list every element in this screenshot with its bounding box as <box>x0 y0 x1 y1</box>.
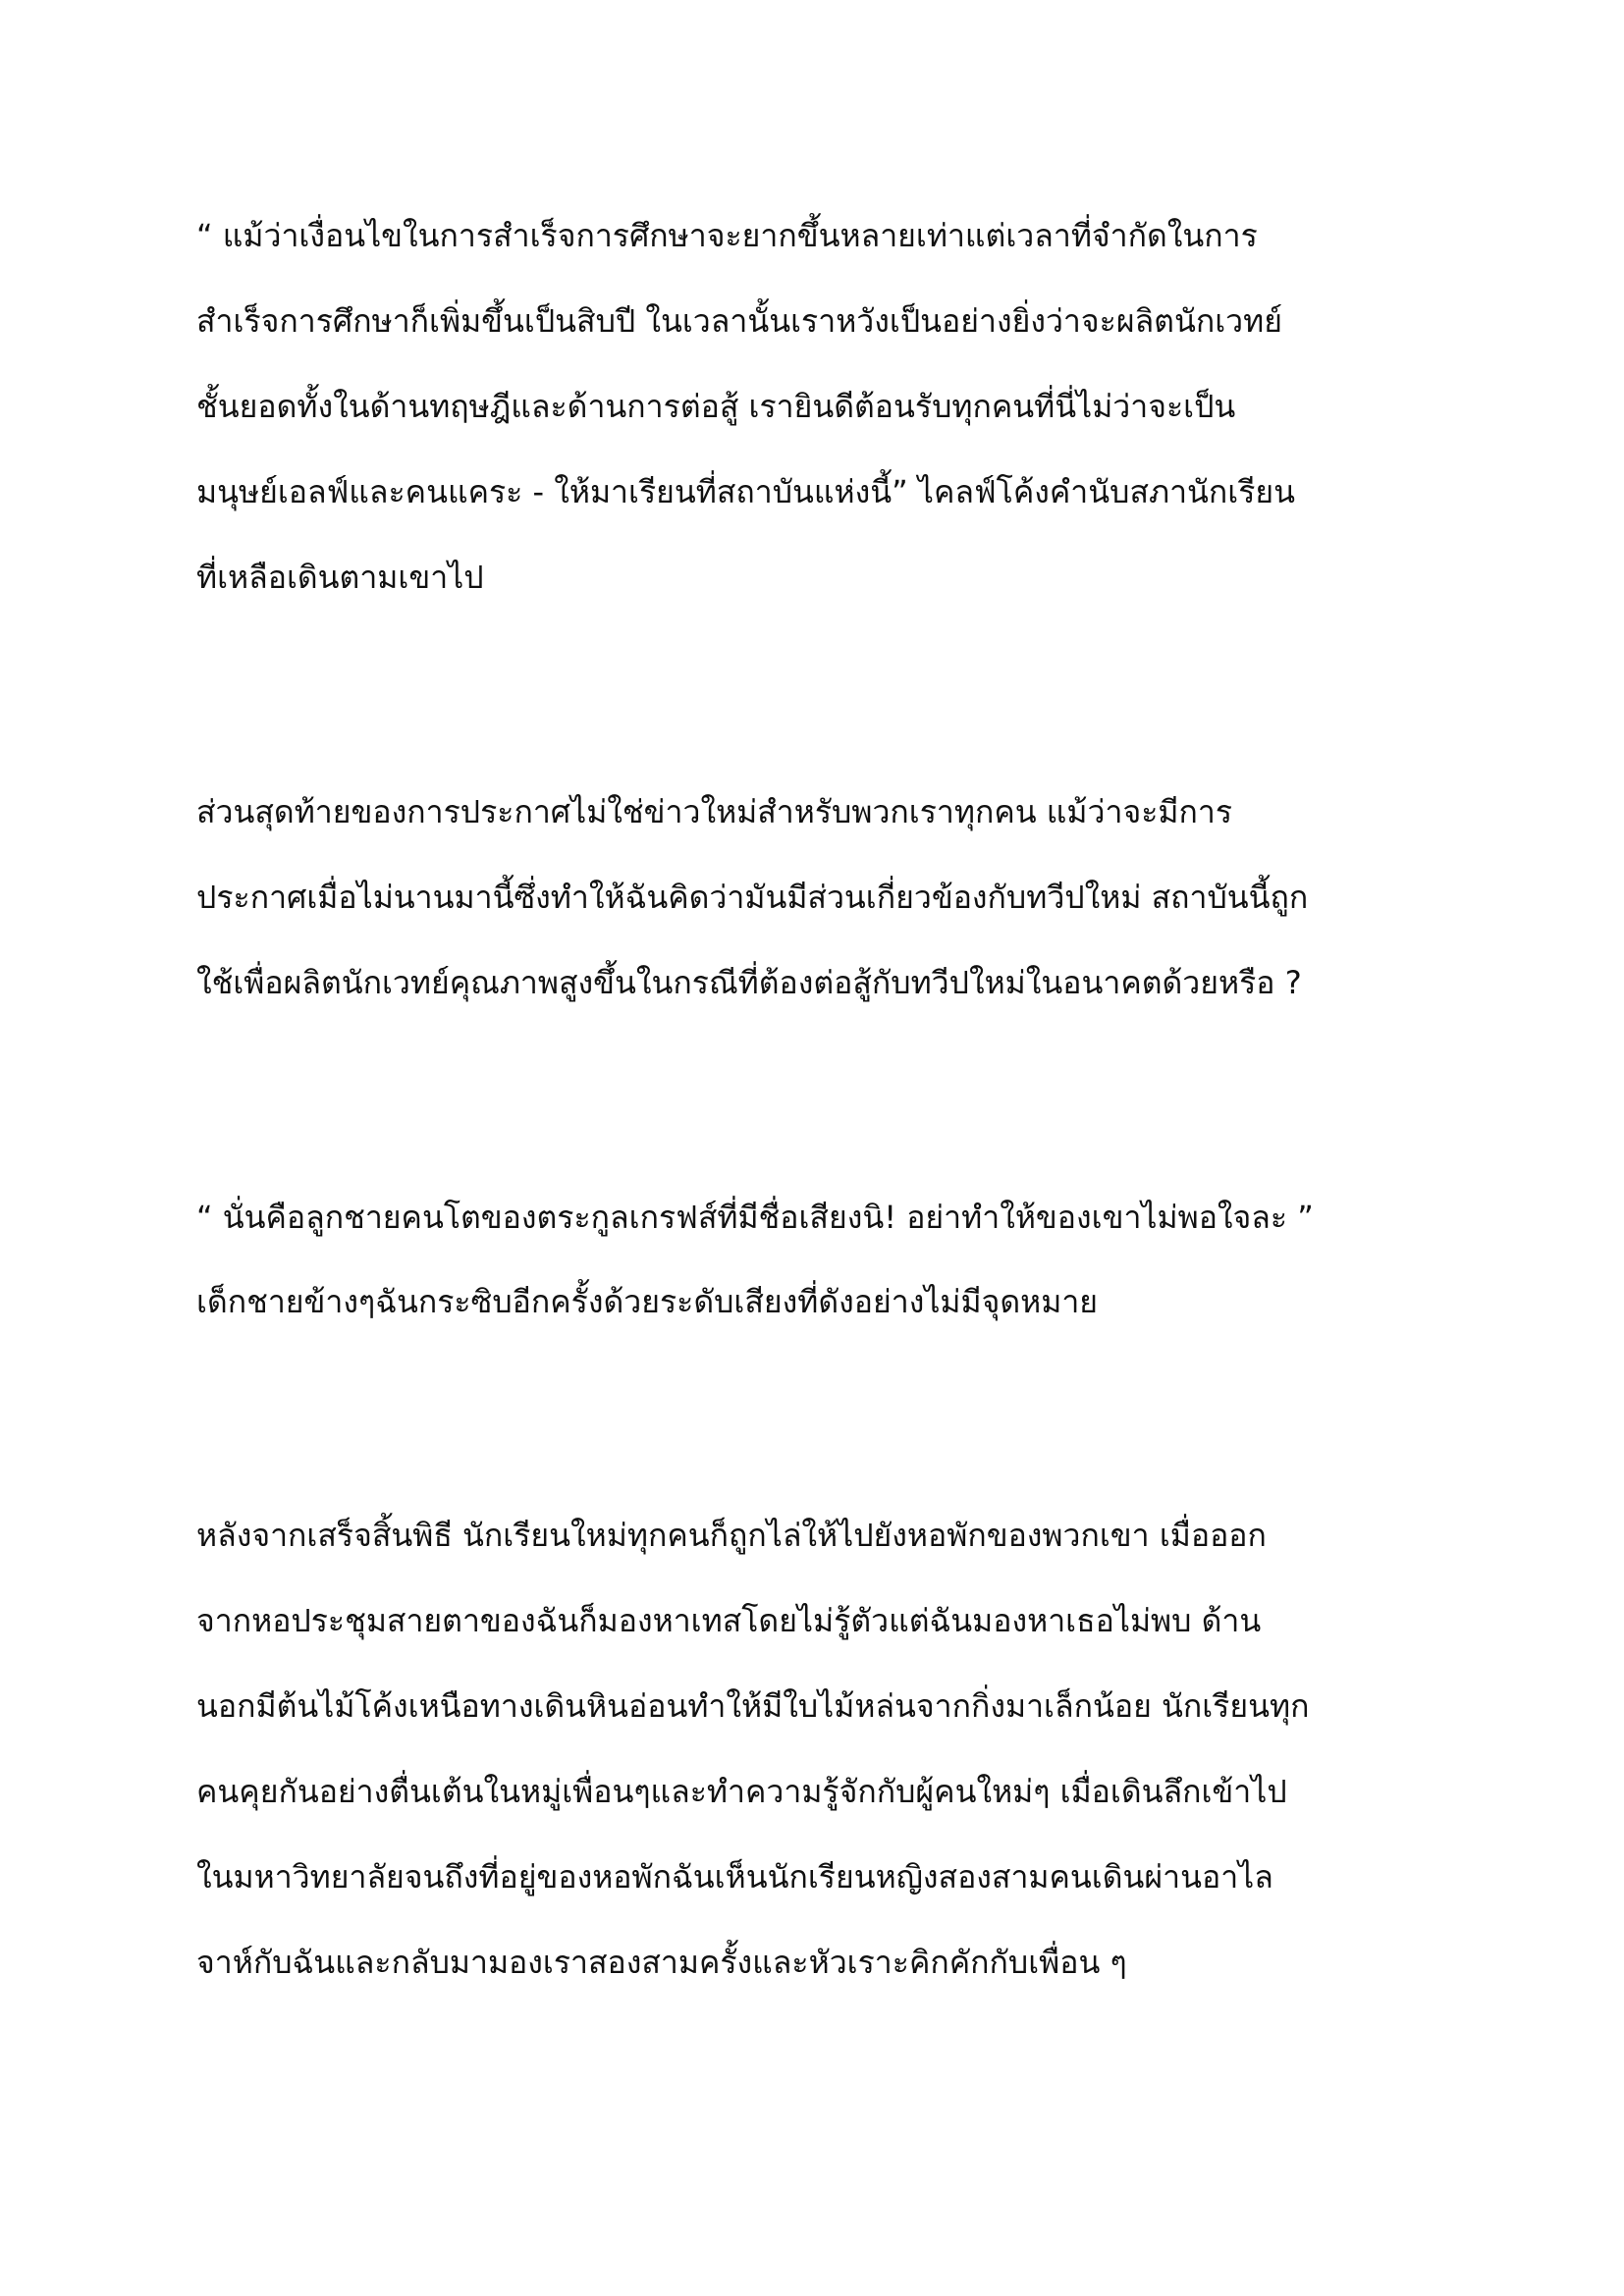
paragraph-4-line-3: นอกมีต้นไม้โค้งเหนือทางเดินหินอ่อนทำให้มีใบไม้หล่นจากกิ่งมาเล็กน้อย นักเรียนทุก <box>196 1687 1310 1725</box>
paragraph-4-line-5: ในมหาวิทยาลัยจนถึงที่อยู่ของหอพักฉันเห็นนักเรียนหญิงสองสามคนเดินผ่านอาไล <box>196 1858 1273 1896</box>
paragraph-4-line-1: หลังจากเสร็จสิ้นพิธี นักเรียนใหม่ทุกคนก็ถูกไล่ให้ไปยังหอพักของพวกเขา เมื่อออก <box>196 1517 1267 1554</box>
paragraph-1-line-1: “ แม้ว่าเงื่อนไขในการสำเร็จการศึกษาจะยากขึ้นหลายเท่าแต่เวลาที่จำกัดในการ <box>196 217 1258 254</box>
paragraph-2-line-2: ประกาศเมื่อไม่นานมานี้ซึ่งทำให้ฉันคิดว่ามันมีส่วนเกี่ยวข้องกับทวีปใหม่ สถาบันนี้ถูก <box>196 879 1309 916</box>
paragraph-3-line-1: “ นั่นคือลูกชายคนโตของตระกูลเกรฟส์ที่มีชื่อเสียงนิ! อย่าทำให้ของเขาไม่พอใจละ ” <box>196 1199 1314 1236</box>
paragraph-1-line-5: ที่เหลือเดินตามเขาไป <box>196 559 484 596</box>
paragraph-2-line-1: ส่วนสุดท้ายของการประกาศไม่ใช่ข่าวใหม่สำหรับพวกเราทุกคน แม้ว่าจะมีการ <box>196 793 1233 830</box>
paragraph-4-line-4: คนคุยกันอย่างตื่นเต้นในหมู่เพื่อนๆและทำความรู้จักกับผู้คนใหม่ๆ เมื่อเดินลึกเข้าไป <box>196 1773 1287 1810</box>
paragraph-2-line-3: ใช้เพื่อผลิตนักเวทย์คุณภาพสูงขึ้นในกรณีที่ต้องต่อสู้กับทวีปใหม่ในอนาคตด้วยหรือ ? <box>196 964 1302 1001</box>
paragraph-1-line-4: มนุษย์เอลฟ์และคนแคระ - ให้มาเรียนที่สถาบันแห่งนี้” ไคลฟ์โค้งคำนับสภานักเรียน <box>196 473 1296 510</box>
paragraph-1-line-2: สำเร็จการศึกษาก็เพิ่มขึ้นเป็นสิบปี ในเวลานั้นเราหวังเป็นอย่างยิ่งว่าจะผลิตนักเวทย์ <box>196 302 1282 340</box>
paragraph-4-line-6: จาห์กับฉันและกลับมามองเราสองสามครั้งและหัวเราะคิกคักกับเพื่อน ๆ <box>196 1944 1127 1981</box>
paragraph-3-line-2: เด็กชายข้างๆฉันกระซิบอีกครั้งด้วยระดับเสียงที่ดังอย่างไม่มีจุดหมาย <box>196 1283 1099 1320</box>
paragraph-4-line-2: จากหอประชุมสายตาของฉันก็มองหาเทสโดยไม่รู้ตัวแต่ฉันมองหาเธอไม่พบ ด้าน <box>196 1602 1262 1639</box>
paragraph-1-line-3: ชั้นยอดทั้งในด้านทฤษฎีและด้านการต่อสู้ เรายินดีต้อนรับทุกคนที่นี่ไม่ว่าจะเป็น <box>196 388 1236 425</box>
